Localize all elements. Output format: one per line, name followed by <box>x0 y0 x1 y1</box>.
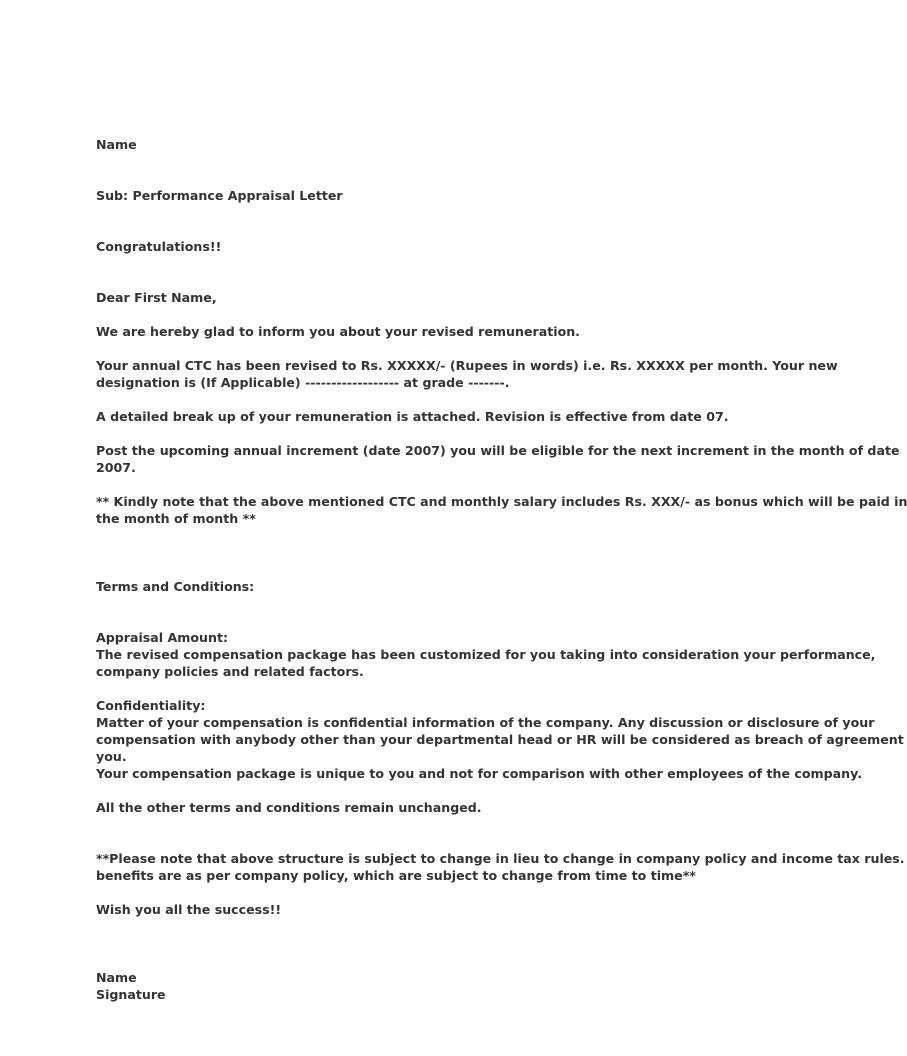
confidentiality-heading: Confidentiality: <box>96 698 206 713</box>
ctc-paragraph-line-2: designation is (If Applicable) ------------------ at grade -------. <box>96 375 510 390</box>
closing-line: Wish you all the success!! <box>96 902 282 917</box>
appraisal-line-2: company policies and related factors. <box>96 664 364 679</box>
increment-paragraph-line-2: 2007. <box>96 460 136 475</box>
increment-paragraph-line-1: Post the upcoming annual increment (date 2007) you will be eligible for the next increment in the month of date <box>96 443 900 458</box>
appraisal-heading: Appraisal Amount: <box>96 630 229 645</box>
salutation: Dear First Name, <box>96 290 217 305</box>
bonus-note-line-2: the month of month ** <box>96 511 256 526</box>
subject-line: Sub: Performance Appraisal Letter <box>96 188 343 203</box>
intro-paragraph: We are hereby glad to inform you about your revised remuneration. <box>96 324 580 339</box>
confidentiality-line-1: Matter of your compensation is confidential information of the company. Any discussion or disclosure of your <box>96 715 875 730</box>
confidentiality-line-3: you. <box>96 749 127 764</box>
signature-label: Signature <box>96 987 166 1002</box>
recipient-name: Name <box>96 137 137 152</box>
policy-note-line-2: benefits are as per company policy, which are subject to change from time to time** <box>96 868 696 883</box>
terms-heading: Terms and Conditions: <box>96 579 255 594</box>
appraisal-line-1: The revised compensation package has been customized for you taking into consideration your performance, <box>96 647 876 662</box>
policy-note-line-1: **Please note that above structure is subject to change in lieu to change in company policy and income tax rules. <box>96 851 905 866</box>
breakup-paragraph: A detailed break up of your remuneration is attached. Revision is effective from date 07. <box>96 409 729 424</box>
other-terms-line: All the other terms and conditions remain unchanged. <box>96 800 482 815</box>
confidentiality-line-2: compensation with anybody other than your departmental head or HR will be considered as breach of agreement <box>96 732 904 747</box>
congratulations-line: Congratulations!! <box>96 239 222 254</box>
confidentiality-line-4: Your compensation package is unique to you and not for comparison with other employees of the company. <box>96 766 862 781</box>
ctc-paragraph-line-1: Your annual CTC has been revised to Rs. XXXXX/- (Rupees in words) i.e. Rs. XXXXX per month. Your new <box>96 358 838 373</box>
signatory-name: Name <box>96 970 137 985</box>
bonus-note-line-1: ** Kindly note that the above mentioned CTC and monthly salary includes Rs. XXX/- as bonus which will be paid in <box>96 494 907 509</box>
